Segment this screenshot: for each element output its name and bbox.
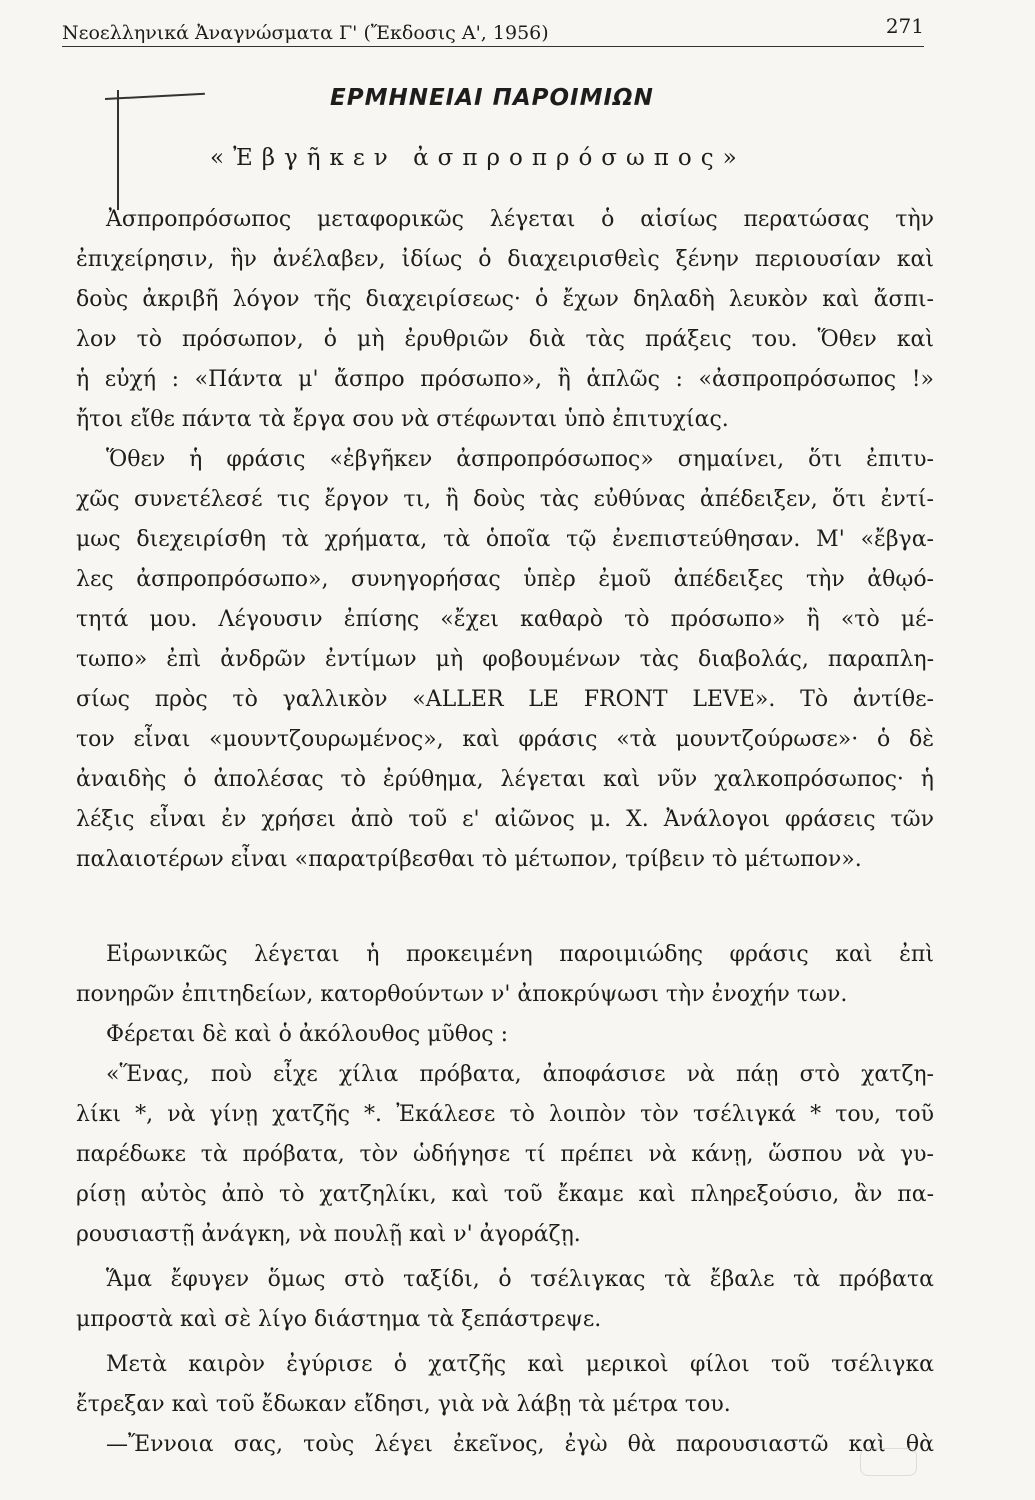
text-line: παρέδωκε τὰ πρόβατα, τὸν ὡδήγησε τί πρέπει νὰ κάνῃ, ὥσπου νὰ γυ-	[76, 1142, 934, 1167]
text-line: —Ἔννοια σας, τοὺς λέγει ἐκεῖνος, ἐγὼ θὰ παρουσιαστῶ καὶ θὰ	[106, 1432, 934, 1457]
text-line: λες ἀσπροπρόσωπο», συνηγορήσας ὑπὲρ ἐμοῦ ἀπέδειξες τὴν ἀθῳό-	[76, 567, 934, 592]
text-line: Εἰρωνικῶς λέγεται ἡ προκειμένη παροιμιώδης φράσις καὶ ἐπὶ	[106, 942, 934, 967]
text-line: χῶς συνετέλεσέ τις ἔργον τι, ἢ δοὺς τὰς εὐθύνας ἀπέδειξεν, ὅτι ἐντί-	[76, 487, 934, 512]
text-line: Μετὰ καιρὸν ἐγύρισε ὁ χατζῆς καὶ μερικοὶ φίλοι τοῦ τσέλιγκα	[106, 1352, 934, 1377]
text-line: λέξις εἶναι ἐν χρήσει ἀπὸ τοῦ ε' αἰῶνος μ. Χ. Ἀνάλογοι φράσεις τῶν	[76, 807, 934, 832]
text-line: σίως πρὸς τὸ γαλλικὸν «ALLER LE FRONT LEVE». Τὸ ἀντίθε-	[76, 687, 934, 712]
text-line: Φέρεται δὲ καὶ ὁ ἀκόλουθος μῦθος :	[106, 1022, 509, 1047]
text-line: Ἀσπροπρόσωπος μεταφορικῶς λέγεται ὁ αἰσίως περατώσας τὴν	[106, 207, 934, 232]
running-head	[62, 14, 924, 47]
running-title: Νεοελληνικά Ἀναγνώσματα Γ' (Ἔκδοσις Α', 1956)	[62, 22, 549, 44]
text-line: ρίσῃ αὐτὸς ἀπὸ τὸ χατζηλίκι, καὶ τοῦ ἔκαμε καὶ πληρεξούσιο, ἂν πα-	[76, 1182, 934, 1207]
page-number: 271	[885, 14, 924, 38]
text-line: «Ἕνας, ποὺ εἶχε χίλια πρόβατα, ἀποφάσισε νὰ πάῃ στὸ χατζη-	[106, 1062, 934, 1087]
section-title: ΕΡΜΗΝΕΙΑΙ ΠΑΡΟΙΜΙΩΝ	[330, 85, 654, 111]
text-line: ἀναιδὴς ὁ ἀπολέσας τὸ ἐρύθημα, λέγεται καὶ νῦν χαλκοπρόσωπος· ἡ	[76, 767, 934, 792]
text-line: ἤτοι εἴθε πάντα τὰ ἔργα σου νὰ στέφωνται ὑπὸ ἐπιτυχίας.	[76, 407, 729, 432]
text-line: ρουσιαστῇ ἀνάγκη, νὰ πουλῇ καὶ ν' ἀγοράζῃ.	[76, 1222, 581, 1247]
text-line: ἡ εὐχή : «Πάντα μ' ἄσπρο πρόσωπο», ἢ ἁπλῶς : «ἀσπροπρόσωπος !»	[76, 367, 934, 392]
text-line: μπροστὰ καὶ σὲ λίγο διάστημα τὰ ξεπάστρεψε.	[76, 1307, 602, 1332]
pencil-mark-horizontal	[105, 93, 205, 100]
text-line: ἔτρεξαν καὶ τοῦ ἔδωκαν εἴδησι, γιὰ νὰ λάβῃ τὰ μέτρα του.	[76, 1392, 731, 1417]
text-line: ἐπιχείρησιν, ἣν ἀνέλαβεν, ἰδίως ὁ διαχειρισθεὶς ξένην περιουσίαν καὶ	[76, 247, 934, 272]
text-line: τωπο» ἐπὶ ἀνδρῶν ἐντίμων μὴ φοβουμένων τὰς διαβολάς, παραπλη-	[76, 647, 934, 672]
text-line: πονηρῶν ἐπιτηδείων, κατορθούντων ν' ἀποκρύψωσι τὴν ἐνοχήν των.	[76, 982, 848, 1007]
proverb-subtitle: «Ἐβγῆκεν ἀσπροπρόσωπος»	[210, 145, 746, 171]
text-line: τητά μου. Λέγουσιν ἐπίσης «ἔχει καθαρὸ τὸ πρόσωπο» ἢ «τὸ μέ-	[76, 607, 934, 632]
text-line: λον τὸ πρόσωπον, ὁ μὴ ἐρυθριῶν διὰ τὰς πράξεις του. Ὅθεν καὶ	[76, 327, 934, 352]
pencil-mark-vertical	[117, 90, 119, 210]
text-line: μως διεχειρίσθη τὰ χρήματα, τὰ ὁποῖα τῷ ἐνεπιστεύθησαν. Μ' «ἔβγα-	[76, 527, 934, 552]
text-line: Ἅμα ἔφυγεν ὅμως στὸ ταξίδι, ὁ τσέλιγκας τὰ ἔβαλε τὰ πρόβατα	[106, 1267, 934, 1292]
text-line: Ὅθεν ἡ φράσις «ἐβγῆκεν ἀσπροπρόσωπος» σημαίνει, ὅτι ἐπιτυ-	[106, 447, 934, 472]
library-stamp	[860, 1448, 917, 1476]
text-line: δοὺς ἀκριβῆ λόγον τῆς διαχειρίσεως· ὁ ἔχων δηλαδὴ λευκὸν καὶ ἄσπι-	[76, 287, 934, 312]
text-line: τον εἶναι «μουντζουρωμένος», καὶ φράσις «τὰ μουντζούρωσε»· ὁ δὲ	[76, 727, 934, 752]
text-line: παλαιοτέρων εἶναι «παρατρίβεσθαι τὸ μέτωπον, τρίβειν τὸ μέτωπον».	[76, 847, 862, 872]
text-line: λίκι *, νὰ γίνῃ χατζῆς *. Ἐκάλεσε τὸ λοιπὸν τὸν τσέλιγκά * του, τοῦ	[76, 1102, 934, 1127]
